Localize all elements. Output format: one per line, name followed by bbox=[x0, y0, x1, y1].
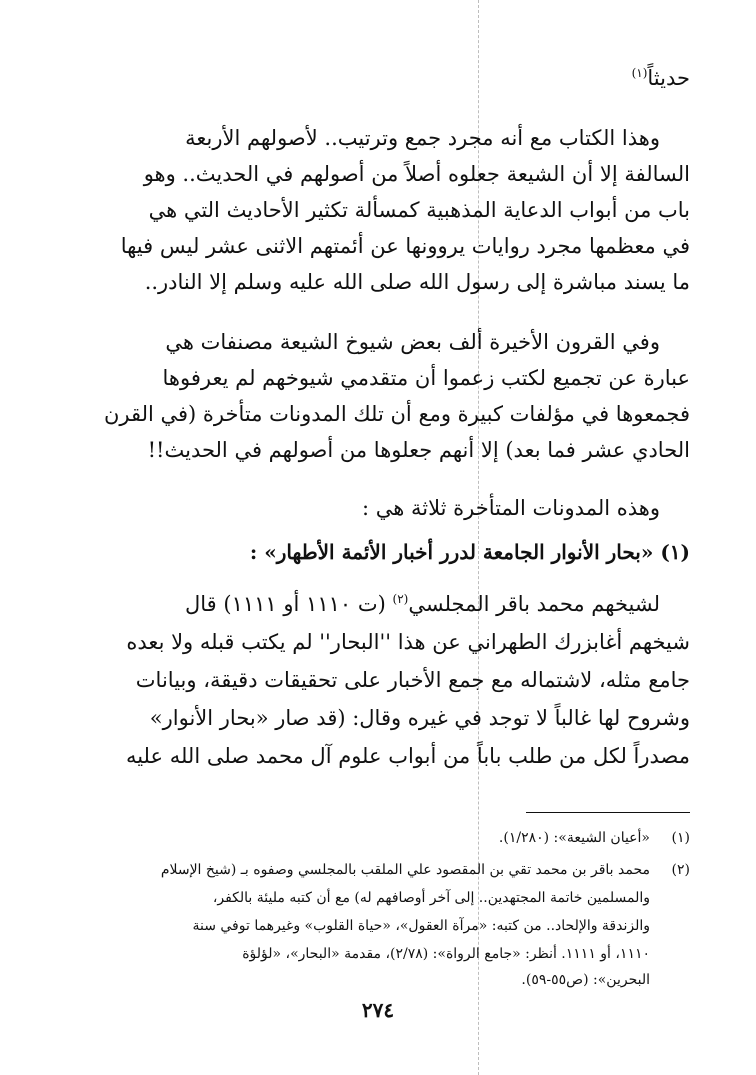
footnote-text: محمد باقر بن محمد تقي بن المقصود علي الملقب بالمجلسي وصفوه بـ (شيخ الإسلام bbox=[160, 862, 650, 878]
footnote-number: (٢) bbox=[671, 862, 690, 878]
text-line: ما يسند مباشرة إلى رسول الله صلى الله عليه وسلم إلا النادر.. bbox=[144, 270, 690, 294]
text-line: الحادي عشر فما بعد) إلا أنهم جعلوها من أصولهم في الحديث!! bbox=[147, 438, 690, 462]
text-line: عبارة عن تجميع لكتب زعموا أن متقدمي شيوخهم لم يعرفوها bbox=[162, 366, 690, 390]
footnote-1 bbox=[58, 824, 690, 852]
footnote-2-line: والزندقة والإلحاد.. من كتبه: «مرآة العقول»، «حياة القلوب» وغيرهما توفي سنة bbox=[192, 918, 650, 934]
text-line: السالفة إلا أن الشيعة جعلوه أصلاً من أصولهم في الحديث.. وهو bbox=[143, 162, 690, 186]
text-segment: (ت ١١١٠ أو ١١١١) قال bbox=[185, 592, 393, 616]
footnote-2-line: ١١١٠، أو ١١١١. أنظر: «جامع الرواة»: (٢/٧٨)، مقدمة «البحار»، «لؤلؤة bbox=[242, 946, 650, 962]
footnote-number: (١) bbox=[671, 830, 690, 846]
text-line: باب من أبواب الدعاية المذهبية كمسألة تكثير الأحاديث التي هي bbox=[148, 198, 690, 222]
text-line: جامع مثله، لاشتماله مع جمع الأخبار على تحقيقات دقيقة، وبيانات bbox=[135, 668, 690, 692]
text-line: وهذه المدونات المتأخرة ثلاثة هي : bbox=[362, 496, 660, 520]
text-line: فجمعوها في مؤلفات كبيرة ومع أن تلك المدونات متأخرة (في القرن bbox=[103, 402, 690, 426]
text-line: وفي القرون الأخيرة ألف بعض شيوخ الشيعة مصنفات هي bbox=[165, 330, 660, 354]
footnote-2-line: والمسلمين خاتمة المجتهدين.. إلى آخر أوصافهم له) مع أن كتبه مليئة بالكفر، bbox=[212, 890, 650, 906]
text-segment: لشيخهم محمد باقر المجلسي bbox=[408, 592, 660, 616]
text-line: في معظمها مجرد روايات يروونها عن أئمتهم الاثنى عشر ليس فيها bbox=[120, 234, 690, 258]
text-line: مصدراً لكل من طلب باباً من أبواب علوم آل محمد صلى الله عليه bbox=[125, 744, 690, 768]
opening-word: حديثاً bbox=[647, 66, 690, 90]
footnote-2-line: البحرين»: (ص٥٥-٥٩). bbox=[521, 972, 650, 988]
text-line: وشروح لها غالباً لا توجد في غيره وقال: (قد صار «بحار الأنوار» bbox=[149, 706, 690, 730]
footnote-separator bbox=[526, 812, 690, 813]
text-line bbox=[58, 584, 690, 624]
footnote-text: «أعيان الشيعة»: (١/٢٨٠). bbox=[498, 830, 650, 846]
footnote-2 bbox=[58, 856, 690, 884]
page-number: ٢٧٤ bbox=[361, 998, 395, 1022]
section-heading: (١) «بحار الأنوار الجامعة لدرر أخبار الأئمة الأطهار» : bbox=[249, 540, 690, 564]
text-line: وهذا الكتاب مع أنه مجرد جمع وترتيب.. لأصولهم الأربعة bbox=[185, 126, 660, 150]
opening-line bbox=[58, 58, 690, 98]
text-line: شيخهم أغابزرك الطهراني عن هذا ''البحار'' لم يكتب قبله ولا بعده bbox=[126, 630, 690, 654]
footnote-ref-2[interactable]: (٢) bbox=[392, 592, 409, 606]
footnote-ref-1[interactable]: (١) bbox=[631, 66, 648, 80]
